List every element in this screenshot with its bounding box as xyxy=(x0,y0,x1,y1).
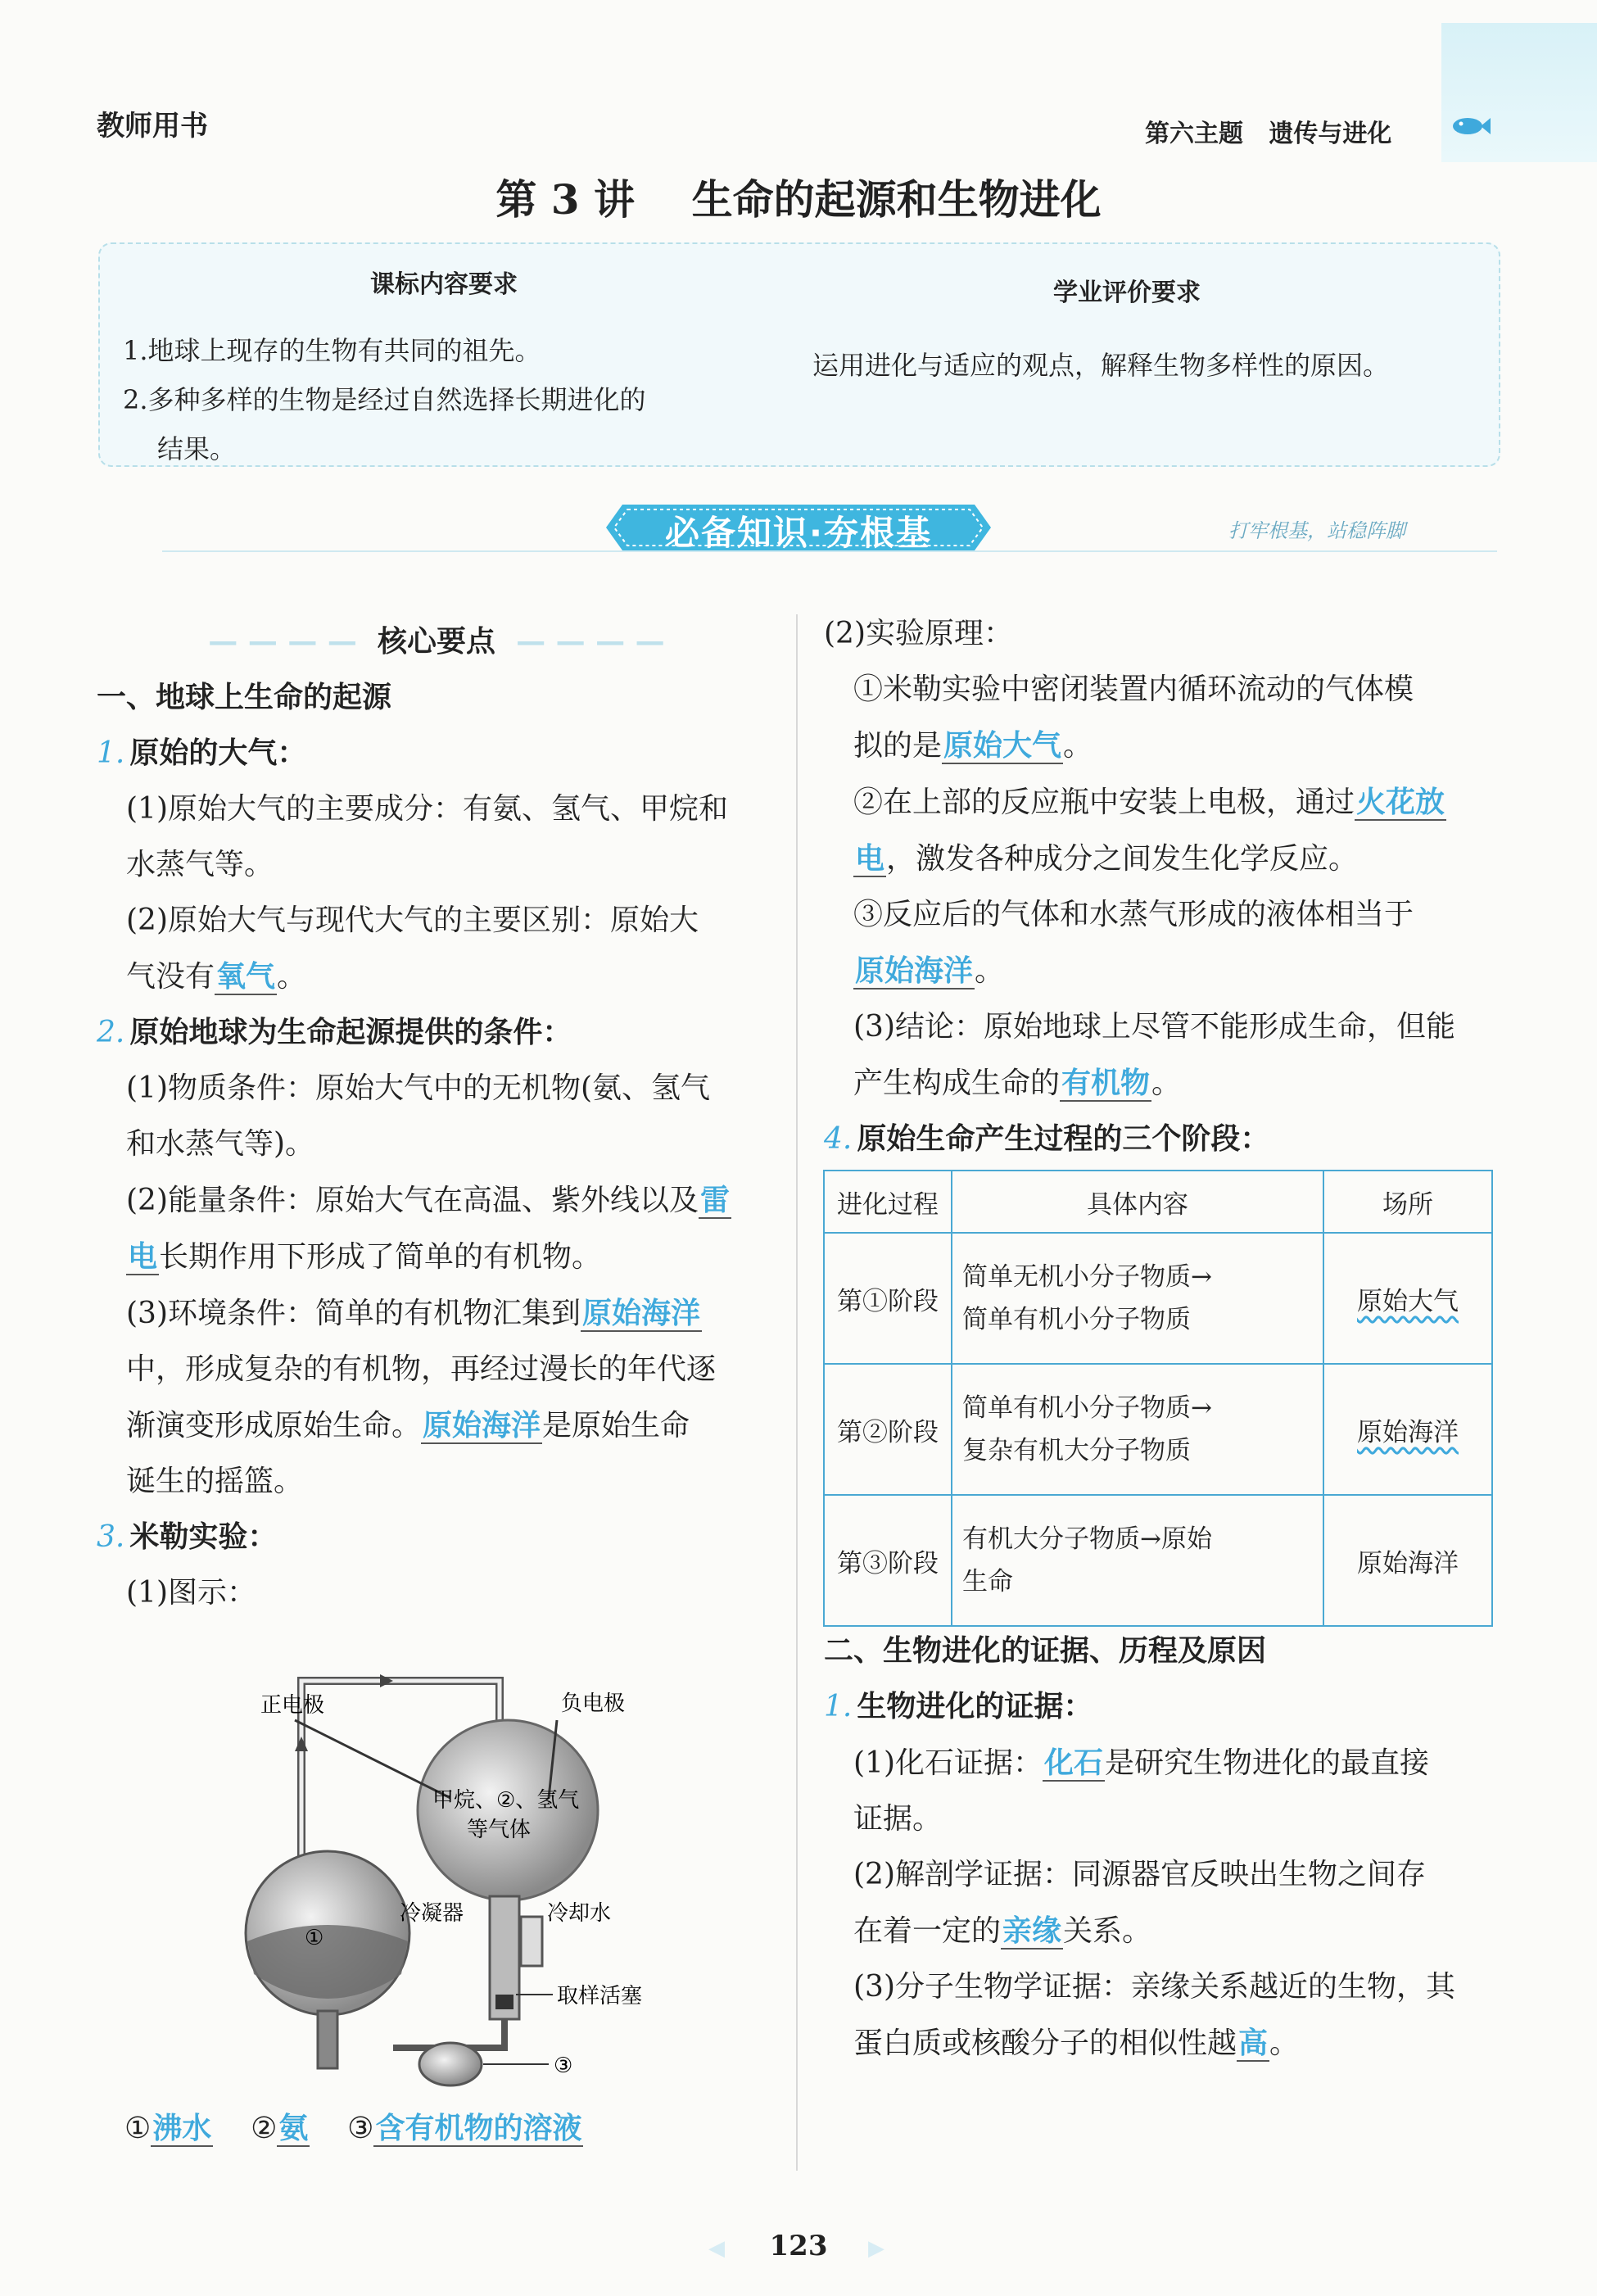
text-line: 拟的是原始大气。 xyxy=(853,728,1093,763)
text-line: (2)原始大气与现代大气的主要区别：原始大 xyxy=(126,903,699,937)
label-condenser: 冷凝器 xyxy=(400,1901,464,1926)
section-banner: 必备知识·夯根基 xyxy=(665,513,932,553)
left-column xyxy=(97,614,776,1621)
point-heading: 1. 原始的大气： xyxy=(97,736,307,770)
section-heading: 二、生物进化的证据、历程及原因 xyxy=(824,1634,1267,1668)
header-book-label: 教师用书 xyxy=(97,110,208,143)
text-line: ②在上部的反应瓶中安装上电极，通过火花放 xyxy=(853,785,1445,819)
answer-blank: 亲缘 xyxy=(1002,1913,1062,1948)
label-mark-3: ③ xyxy=(554,2054,573,2078)
answer-blank: 氨 xyxy=(278,2111,309,2145)
stages-table xyxy=(823,1170,1493,1627)
answer-blank: 高 xyxy=(1238,2026,1269,2060)
figure-caption: ①沸水 ②氨 ③含有机物的溶液 xyxy=(124,2111,582,2145)
place-cell: 原始海洋 xyxy=(1323,1364,1492,1495)
answer-blank: 原始海洋 xyxy=(423,1408,541,1442)
text-line: (1)图示： xyxy=(126,1576,256,1610)
content-cell: 简单有机小分子物质→ 复杂有机大分子物质 xyxy=(952,1364,1323,1495)
evaluation-requirement-heading: 学业评价要求 xyxy=(1053,279,1201,307)
table-header: 场所 xyxy=(1323,1171,1492,1233)
answer-blank: 有机物 xyxy=(1061,1066,1151,1100)
curriculum-requirement-heading: 课标内容要求 xyxy=(370,270,518,299)
page-number: 123 xyxy=(769,2230,828,2262)
lecture-title: 第 3 讲 生命的起源和生物进化 xyxy=(495,175,1102,224)
right-column xyxy=(824,606,1504,1167)
stage-cell: 第③阶段 xyxy=(824,1495,952,1626)
label-positive-electrode: 正电极 xyxy=(260,1693,325,1718)
stage-cell: 第①阶段 xyxy=(824,1233,952,1364)
text-line: (3)结论：原始地球上尽管不能形成生命，但能 xyxy=(853,1010,1455,1044)
text-line: 产生构成生命的有机物。 xyxy=(853,1066,1182,1100)
text-line: 在着一定的亲缘关系。 xyxy=(853,1913,1152,1948)
content-cell: 有机大分子物质→原始 生命 xyxy=(952,1495,1323,1626)
table-row xyxy=(824,1364,1492,1495)
table-header: 具体内容 xyxy=(952,1171,1323,1233)
answer-blank: 沸水 xyxy=(152,2111,212,2145)
answer-blank: 原始海洋 xyxy=(855,953,974,988)
text-line: ③反应后的气体和水蒸气形成的液体相当于 xyxy=(853,898,1414,931)
text-line: 渐演变形成原始生命。原始海洋是原始生命 xyxy=(126,1408,690,1442)
content-cell: 简单无机小分子物质→ 简单有机小分子物质 xyxy=(952,1233,1323,1364)
core-points-title: — — — — 核心要点 — — — — xyxy=(208,625,665,659)
answer-blank: 火花放 xyxy=(1356,785,1445,819)
text-line: (3)环境条件：简单的有机物汇集到原始海洋 xyxy=(126,1296,701,1330)
text-line: ①米勒实验中密闭装置内循环流动的气体模 xyxy=(853,672,1414,706)
text-line: 证据。 xyxy=(853,1802,943,1836)
text-line: (2)能量条件：原始大气在高温、紫外线以及雷 xyxy=(126,1183,731,1217)
text-line: (1)物质条件：原始大气中的无机物(氨、氢气 xyxy=(126,1071,711,1105)
place-cell: 原始大气 xyxy=(1323,1233,1492,1364)
text-line: 中，形成复杂的有机物，再经过漫长的年代逐 xyxy=(126,1352,717,1386)
stage-cell: 第②阶段 xyxy=(824,1364,952,1495)
table-header: 进化过程 xyxy=(824,1171,952,1233)
text-line: 诞生的摇篮。 xyxy=(126,1465,304,1498)
section-heading: 一、地球上生命的起源 xyxy=(97,681,392,714)
curriculum-requirement-list xyxy=(123,326,811,473)
point-heading: 4. 原始生命产生过程的三个阶段： xyxy=(824,1122,1270,1156)
text-line: 和水蒸气等)。 xyxy=(126,1127,315,1161)
answer-blank: 电 xyxy=(855,841,885,876)
place-cell: 原始海洋 xyxy=(1323,1495,1492,1626)
text-line: (2)实验原理： xyxy=(824,617,1013,650)
text-line: (2)解剖学证据：同源器官反映出生物之间存 xyxy=(853,1858,1426,1891)
evaluation-requirement-text: 运用进化与适应的观点，解释生物多样性的原因。 xyxy=(812,350,1390,381)
arrow-right-icon: ▶ xyxy=(868,2236,884,2261)
label-gas-2: 等气体 xyxy=(467,1818,532,1842)
answer-blank: 含有机物的溶液 xyxy=(375,2111,582,2145)
answer-blank: 原始大气 xyxy=(943,728,1062,763)
point-heading: 1. 生物进化的证据： xyxy=(824,1690,1093,1723)
label-mark-1: ① xyxy=(305,1926,324,1950)
right-column-lower xyxy=(824,1624,1504,2072)
answer-blank: 化石 xyxy=(1044,1746,1104,1780)
fish-icon xyxy=(1450,115,1491,138)
answer-blank: 电 xyxy=(128,1239,158,1274)
requirement-item: 2.多种多样的生物是经过自然选择长期进化的 xyxy=(123,384,646,415)
point-heading: 3. 米勒实验： xyxy=(97,1520,278,1554)
arrow-left-icon: ◀ xyxy=(708,2236,725,2261)
requirement-item: 1.地球上现存的生物有共同的祖先。 xyxy=(123,335,541,366)
corner-decoration xyxy=(1441,23,1597,162)
miller-experiment-diagram xyxy=(229,1663,688,2089)
text-line: 气没有氧气。 xyxy=(126,959,307,994)
text-line: (1)原始大气的主要成分：有氨、氢气、甲烷和 xyxy=(126,792,728,826)
text-line: (3)分子生物学证据：亲缘关系越近的生物，其 xyxy=(853,1970,1455,2004)
requirement-item: 结果。 xyxy=(157,433,237,464)
answer-blank: 原始海洋 xyxy=(582,1296,701,1330)
table-header-row xyxy=(824,1171,1492,1233)
label-gas: 甲烷、②、氢气 xyxy=(432,1788,580,1813)
header-chapter: 第六主题 遗传与进化 xyxy=(1145,120,1392,148)
table-row xyxy=(824,1495,1492,1626)
text-line: 电，激发各种成分之间发生化学反应。 xyxy=(855,841,1359,876)
text-line: 水蒸气等。 xyxy=(126,848,274,881)
banner-slogan: 打牢根基，站稳阵脚 xyxy=(1228,519,1405,542)
label-cooling-water: 冷却水 xyxy=(547,1901,612,1926)
text-line: 蛋白质或核酸分子的相似性越高。 xyxy=(853,2026,1300,2060)
requirements-box xyxy=(98,242,1500,467)
answer-blank: 雷 xyxy=(700,1183,731,1217)
label-negative-electrode: 负电极 xyxy=(561,1691,626,1716)
answer-blank: 氧气 xyxy=(216,959,276,994)
text-line: 电长期作用下形成了简单的有机物。 xyxy=(128,1239,602,1274)
table-row xyxy=(824,1233,1492,1364)
text-line: 原始海洋。 xyxy=(855,953,1005,988)
point-heading: 2. 原始地球为生命起源提供的条件： xyxy=(97,1016,572,1049)
text-line: (1)化石证据：化石是研究生物进化的最直接 xyxy=(853,1746,1430,1780)
label-sampling-valve: 取样活塞 xyxy=(557,1984,643,2008)
column-divider xyxy=(796,614,798,2171)
